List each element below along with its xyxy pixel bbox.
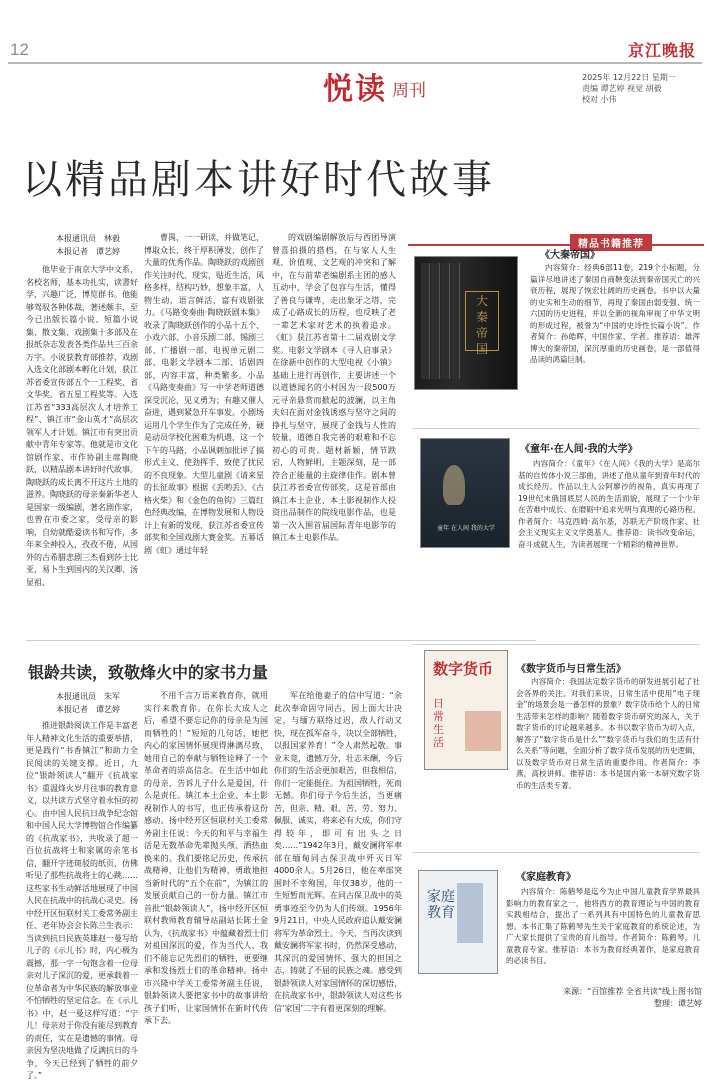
article-column-1 [26,264,138,634]
article-paragraph: 曹禺，一一研读，并做笔记，博取众长，终于厚积薄发，创作了大量的优秀作品。陶晓跃的戏剧创作关注时代、现实，贴近生活，风格多样，结构巧妙，想象丰富，人物生动，语言鲜活，富有戏剧张力。《马路变奏曲·陶晓跃剧本集》收录了陶晓跃创作的小品十五个、小戏六部、小音乐剧二部、锡剧三部、广播剧一部、电视单元剧二部、电影文学剧本二部、话剧四部，内容丰富，种类繁多。小品《马路变奏曲》写一中学老师道德深受沉沦，见义勇为；有趣又催人奋进，遇到紧急开车事发。小剧场运用几个学生作为了完成任务，硬是动员学校化困难为机遇，这一个下午的马路，小品讽刺加批评了搞形式主义、使劲挥手、致使了扰民的不良现象。大型儿童剧《请来星的长征故事》根据《丢哟丢》、《古格火柴》和《金色的鱼钩》三篇红色经典改编，在博物发展和人物设计上有新的发现，获江苏省委宣传部奖和全国戏剧大赛金奖。五幕话剧《虹》通过年轻 [144,233,264,555]
article-paragraph: 的戏剧编剧解放后与西团导演曾喜拍摄的搭档，在与家人人生观、价值观、文艺观的冲突和了解中，在与前辈老编剧系主团的感人互动中，学会了包容与生活，懂得了善良与谦卑，走出象牙之塔，完成了心路成长的历程，也反映了老一辈艺术家对艺术的执着追求。《虹》获江苏省第十二届戏剧文学奖。电影文学剧本《寻人启事录》在徐新中创作的大型电视《小镇》基础上进行再创作，主要讲述一个以道德闻名的小村因为一段500万元寻亲悬赏而掀起的波澜，以主角夫妇在面对金钱诱惑与坚守之间的挣扎与坚守，展现了金钱与人性的较量，道德自我完善的艰难和不忘初心的可贵。题材新颖，情节跌宕，人物鲜明，主题深刻，是一部符合正能量的主旋律佳作。剧本曾获江苏省委宣传部奖，这是首部由镇江本土企业、本土影视制作人投资出品制作的院线电影作品，也是第一次入围首届国际青年电影节的镇江本土电影作品。 [272,233,396,542]
book-divider [412,428,700,429]
cover-title: 童年 在人间 我的大学 [437,525,495,532]
book-desc-childhood [518,458,700,638]
cover-title-char: 大 [475,294,488,308]
recommend-source [556,986,702,1010]
newspaper-logo: 京江晚报 [627,41,696,60]
article-headline-2: 银龄共读，致敬烽火中的家书力量 [28,663,269,682]
book-title-daqin: 《大秦帝国》 [540,250,600,261]
book-description: 内容简介：陈鹤琴是迄今为止中国儿童教育学界最具影响力的教育家之一，他将西方的教育理论与中国的教育实践相结合，提出了一系列具有中国特色的儿童教育思想。本书汇集了陈鹤琴先生关于家庭教育的系统论述，为广大家长提供了宝贵的育儿指导。作者简介：陈鹤琴，儿童教育专家。推荐语：本书为教育经典著作，是家庭教育的必读书目。 [506,887,700,965]
edition-info [582,72,706,105]
book-desc-digital-currency [516,676,700,846]
article2-column-3 [274,690,402,1016]
article-byline [56,232,120,258]
cover-title [427,889,463,921]
book-desc-family-education [506,886,700,982]
edition-proofreader: 校对 小伟 [582,95,617,104]
article-byline-2 [56,690,120,716]
cover-title-char: 国 [475,342,488,356]
book-title-family-education: 《家庭教育》 [516,872,576,883]
book-description: 内容简介：《童年》《在人间》《我的大学》是高尔基的自传体小说三部曲，讲述了他从童年到青年时代的成长经历。作品以主人公阿廖沙的视角，真实再现了19世纪末俄国底层人民的生活面貌，展现了一个少年在苦难中成长、在磨砺中追求光明与真理的心路历程。作者简介：马克西姆·高尔基，苏联无产阶级作家、社会主义现实主义文学奠基人。推荐语：读书改变命运，奋斗成就人生，为读者展现一个精彩的精神世界。 [518,459,700,549]
book-divider [412,852,700,853]
section-subtitle: 周刊 [392,81,426,101]
article2-column-1 [26,720,138,1080]
byline-reporter: 本报记者 谭艺婷 [56,247,120,256]
article-paragraph: 推进银龄阅读工作是丰富老年人精神文化生活的重要举措，更是践行“书香镇江”和助力全民阅读的关键支撑。近日，九位“银龄领读人”翻开《抗战家书》重温烽火岁月往事的教育意义，以共读方式坚守着永恒的初心。由中国人民抗日战争纪念馆和中国人民大学博物馆合作编纂的《抗战家书》，共收录了超一百位抗战将士和家属的亲笔书信，翻开字迹斑驳的纸页，仿佛听见了那些抗战将士的心跳……这些家书生动鲜活地展现了中国人民在抗战中的抗战心灵史。扬中经开区恒联村关工委常务副主任、老年协会会长陈兰生表示：当读到抗日民族英雄赵一曼写给儿子的《示儿书》时，内心极为震撼，那一字一句饱含着一位母亲对儿子深沉的爱，更承载着一位革命者为中华民族的解放事业不怕牺牲的坚定信念。在《示儿书》中，赵一曼这样写道：“宁儿！母亲对于你没有能尽到教育的责任，实在是遗憾的事情。母亲因为坚决地做了反满抗日的斗争，今天已经到了牺牲的前夕了。” [26,721,138,1080]
article-paragraph: 不用千言万语来教育你，就用实行来教育你。在你长大成人之后，希望不要忘记你的母亲是为国而牺牲的！”短短的几句话，她把内心的家国情怀展现得淋漓尽致，她用自己的奉献与牺牲诠释了一个革命者的崇高信念。在生活中如此的母亲，告诉儿子什么是爱国，什么是责任。镇江本土企业、本土影视制作人的书写，也正传承着这份感动。扬中经开区恒联村关工委常务副主任说：今天的和平与幸福生活是无数革命先辈抛头颅、洒热血换来的。我们要铭记历史，传承抗战精神，让他们为精神，勇敢地担当新时代的“五个在前”，为镇江的发展贡献自己的一份力量。镇江市首批“银龄领读人”，扬中经开区恒联村教师教育辅导站副站长陈士金认为，《抗战家书》中蕴藏着烈士们对祖国深沉的爱，作为当代人，我们不能忘记先烈们的牺牲，更要继承和发扬烈士们的革命精神。扬中市兴隆中学关工委常务副主任说，银龄领读人要把家书中的故事讲给孩子们听，让家国情怀在新时代传承下去。 [144,691,268,1025]
article-column-3 [272,232,396,636]
compiler-line: 整理：谭艺婷 [654,999,702,1008]
byline-reporter: 本报记者 谭艺婷 [56,705,120,714]
recommend-banner: 精品书籍推荐 [570,234,652,251]
article-paragraph: 他毕业于南京大学中文系，名校名师，基本功扎实，读書好学，兴趣广泛，博览群书。他能够驾驭各种体裁，著述颇丰，至今已出版长篇小说、短篇小说集、散文集、戏剧集十多部及在报纸杂志发表各类作品共三百余万字。小说获教育部推荐，戏剧入选文化部剧本孵化计划，获江苏省委宣传部五个一工程奖、省文华奖、省五星工程奖等。入选江苏省“333高层次人才培养工程”、镇江市“金山英才”高层次领军人才计划。镇江市有突出贡献中青年专家等。他就是市文化馆剧作家、市作协副主席陶晓跃，以精品剧本讲好时代故事。陶晓跃的成长离不开这片土地的滋养。陶晓跃的母亲秦新华老人是国家一级编剧，著名剧作家，也曾在市委之家，受母亲的影响，自幼就酷爱读书和写作，多年来全神投入，孜孜不倦，从国外的古希腊悲剧三杰看到莎士比亚，易卜生到国内的关汉卿、汤显祖、 [26,265,138,587]
cover-title-line: 教育 [427,905,455,921]
book-divider [412,644,700,645]
cover-subtitle: 日常生活 [433,697,444,749]
byline-correspondent: 本报通讯员 林毅 [56,234,120,243]
book-description: 内容简介：我国法定数字货币的研发进展引起了社会各界的关注。对我们来说，日常生活中使用“电子现金”的场景会是一番怎样的景象？数字货币给个人的日常生活带来怎样的影响？随着数字货币研究的深入，关于数字货币的讨论越来越多。本书以数字货币为切入点，解答了“数字货币是什么”“数字货币与我们的生活有什么关系”等问题，全面分析了数字货币发展的历史逻辑，以及数字货币对日常生活的重要作用。作者简介：李燕，高校讲师。推荐语：本书是国内第一本研究数字货币的生活类专著。 [516,677,700,790]
book-cover-daqin [414,256,518,390]
section-title: 悦读 [323,72,387,107]
book-title-digital-currency: 《数字货币与日常生活》 [516,664,626,675]
book-cover-digital-currency [424,650,508,770]
book-description: 内容简介：经典6部11卷，219个小标题，分篇详尽地讲述了秦国自商鞅变法到秦帝国灭亡的兴衰历程，展现了恢宏壮阔的历史画卷。书中以大量的史实和生动的细节，再现了秦国由弱变强、统一六国的历史进程，并以全新的视角审视了中华文明的形成过程，被誉为“中国的史诗性长篇小说”。作者简介：孙皓晖，中国作家、学者。推荐语：雄浑博大的秦帝国，深沉厚重的历史画卷，是一部值得品读的鸿篇巨制。 [530,263,700,364]
article-column-2 [144,232,264,636]
page-number: 12 [10,40,29,59]
edition-date: 2025年 12月22日 星期一 [582,73,676,82]
cover-title-line: 家庭 [427,889,455,905]
book-desc-daqin [530,262,700,392]
book-cover-childhood [420,438,510,548]
book-desc-daqin-cont [414,394,700,428]
article2-column-2 [144,690,268,1025]
source-line: 来源：“百馆推荐 全省共读”线上图书馆 [563,987,702,996]
book-title-childhood: 《童年·在人间·我的大学》 [520,444,638,455]
book-cover-family-education [418,870,498,974]
article-headline: 以精品剧本讲好时代故事 [22,157,495,203]
cover-title-char: 秦 [475,310,488,324]
article-paragraph: 军在给他妻子的信中写道：“余此次奉命固守同古，因上面大计决定，与缅方联络过迟，敌人行动又快，现在孤军奋斗，决以全部牺牲，以报国家养育！”令人肃然起敬。事业未竟，遗憾万分，壮志未酬，今后你们的生活会更加艰苦，但我相信，你们一定能挺住。为祖国牺牲，死而无憾。你们母子今后生活，当更痛苦，但亲、精、艰、苦、劳、努力、佩服、诚实，将来必有大成，你们守得较年，即可有出头之日矣……”1942年3月，戴安澜将军率部在缅甸同古保卫战中歼灭日军4000余人。5月26日，他在率部突围时不幸殉国，年仅38岁，他的一生短暂而光辉。在同古保卫战中的英勇事迹至今仍为人们传颂。1956年9月21日，中央人民政府追认戴安澜将军为革命烈士。今天，当再次读到戴安澜将军家书时，仍然深受感动，其深沉的爱国情怀、强大的担国之志，铸就了不屈的民族之魂。感受到银龄领读人对家国情怀的深切感悟，在抗战家书中，银龄领读人对这些书信‘家国’二字有着更深刻的理解。 [274,691,402,1013]
byline-correspondent: 本报通讯员 朱军 [56,692,120,701]
cover-title: 数字货币 [433,660,494,678]
edition-editors: 责编 谭艺婷 视觉 胡毅 [582,84,662,93]
cover-title-char: 帝 [475,326,488,340]
